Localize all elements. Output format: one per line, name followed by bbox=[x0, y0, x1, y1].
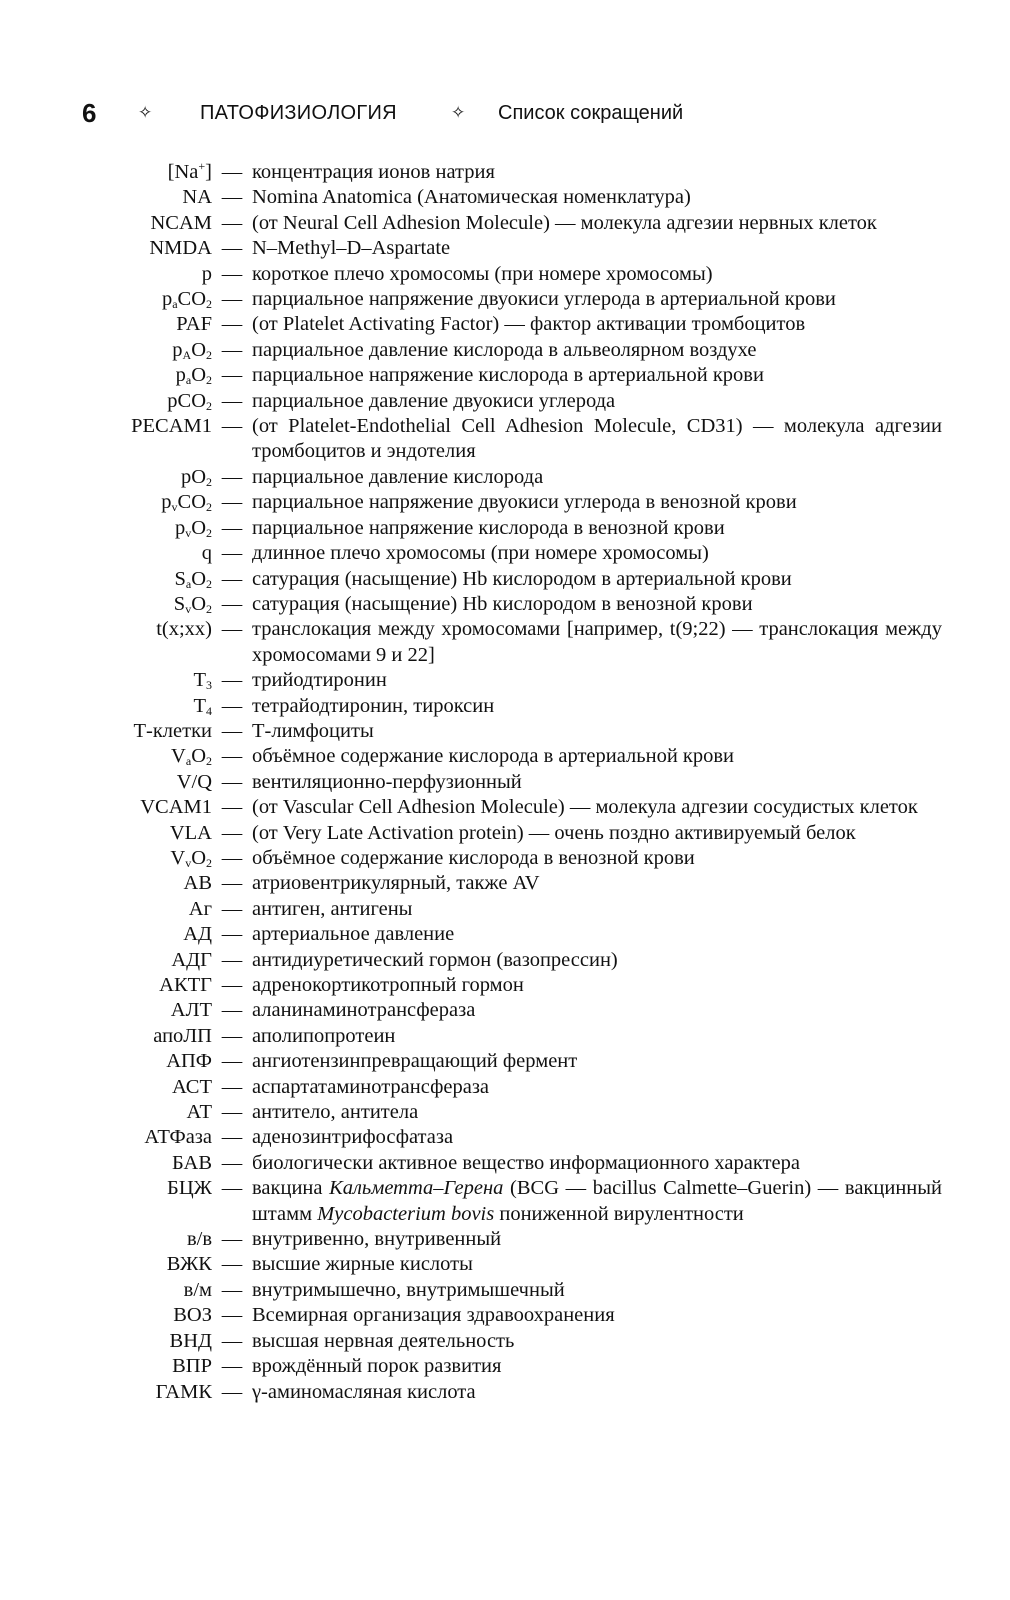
dash-separator: — bbox=[221, 1329, 243, 1352]
abbreviation-definition: парциальное давление двуокиси углерода bbox=[252, 389, 616, 412]
abbreviation-term: $T_3$ bbox=[193, 669, 212, 693]
abbreviation-term: V/Q bbox=[176, 770, 212, 793]
abbreviation-entry bbox=[0, 236, 1010, 261]
dash-separator: — bbox=[221, 542, 243, 565]
dash-separator: — bbox=[221, 974, 243, 996]
dash-separator: — bbox=[221, 770, 243, 793]
abbreviation-term: АТ bbox=[186, 1101, 212, 1124]
abbreviation-entry bbox=[0, 998, 1010, 1023]
abbreviation-term: $S_aO_2$ bbox=[174, 567, 212, 591]
page-number: 6 bbox=[82, 98, 97, 128]
abbreviation-definition: парциальное давление кислорода bbox=[252, 465, 544, 488]
abbreviation-entry bbox=[0, 592, 1010, 617]
abbreviation-term: БАВ bbox=[172, 1151, 212, 1174]
abbreviation-definition: артериальное давление bbox=[252, 923, 455, 946]
abbreviation-definition: (от Very Late Activation protein) — очень поздно активируемый белок bbox=[252, 821, 856, 844]
page-header bbox=[66, 98, 966, 138]
abbreviation-term: $V_aO_2$ bbox=[171, 745, 212, 769]
abbreviation-definition: (от Platelet Activating Factor) — фактор активации тромбоцитов bbox=[252, 313, 806, 336]
abbreviation-entry bbox=[0, 1024, 1010, 1049]
abbreviation-entry bbox=[0, 465, 1010, 490]
abbreviation-definition: аспартатаминотрансфераза bbox=[252, 1075, 490, 1098]
abbreviation-entry bbox=[0, 1100, 1010, 1125]
dash-separator: — bbox=[221, 694, 243, 717]
abbreviation-term: q bbox=[201, 542, 212, 565]
abbreviation-term: VCAM1 bbox=[140, 796, 212, 819]
dash-separator: — bbox=[221, 1355, 243, 1378]
dash-separator: — bbox=[221, 821, 243, 844]
abbreviation-term: t(x;xx) bbox=[156, 618, 212, 641]
abbreviation-definition: (от Vascular Cell Adhesion Molecule) — молекула адгезии сосудистых клеток bbox=[252, 796, 918, 819]
abbreviation-term: $S_vO_2$ bbox=[173, 592, 212, 616]
abbreviation-entry bbox=[0, 948, 1010, 973]
diamond-icon: ✧ bbox=[451, 103, 466, 122]
dash-separator: — bbox=[221, 846, 243, 869]
abbreviation-term: ВОЗ bbox=[173, 1304, 212, 1327]
abbreviation-term: ВНД bbox=[169, 1329, 212, 1352]
abbreviation-entry bbox=[0, 160, 1010, 185]
abbreviation-term: в/м bbox=[183, 1278, 212, 1301]
dash-separator: — bbox=[221, 745, 243, 768]
abbreviation-definition: Nomina Anatomica (Анатомическая номенклатура) bbox=[252, 186, 691, 209]
dash-separator: — bbox=[221, 389, 243, 412]
abbreviation-definition: длинное плечо хромосомы (при номере хромосомы) bbox=[252, 542, 709, 565]
abbreviation-entry bbox=[0, 262, 1010, 287]
abbreviation-entry bbox=[0, 185, 1010, 210]
abbreviation-entry bbox=[0, 668, 1010, 693]
abbreviation-definition: высшие жирные кислоты bbox=[252, 1253, 473, 1276]
abbreviation-term: [Na+] bbox=[167, 159, 212, 183]
abbreviation-entry bbox=[0, 363, 1010, 388]
dash-separator: — bbox=[221, 338, 243, 361]
abbreviation-term: апоЛП bbox=[153, 1024, 212, 1047]
abbreviation-definition: трийодтиронин bbox=[252, 669, 387, 692]
abbreviation-term: NA bbox=[182, 186, 212, 209]
abbreviation-term: АПФ bbox=[166, 1050, 212, 1073]
abbreviation-definition: внутримышечно, внутримышечный bbox=[252, 1278, 565, 1301]
abbreviation-definition: антидиуретический гормон (вазопрессин) bbox=[252, 948, 618, 971]
abbreviation-term: $T_4$ bbox=[193, 694, 212, 718]
dash-separator: — bbox=[221, 1177, 243, 1200]
dash-separator: — bbox=[221, 872, 243, 895]
dash-separator: — bbox=[221, 796, 243, 819]
abbreviation-definition: парциальное давление кислорода в альвеолярном воздухе bbox=[252, 338, 757, 361]
dash-separator: — bbox=[221, 288, 243, 311]
abbreviation-entry bbox=[0, 389, 1010, 414]
dash-separator: — bbox=[221, 1024, 243, 1047]
abbreviation-entry bbox=[0, 1227, 1010, 1252]
abbreviation-definition: высшая нервная деятельность bbox=[252, 1329, 515, 1352]
abbreviation-term: АВ bbox=[183, 872, 212, 895]
dash-separator: — bbox=[221, 567, 243, 590]
abbreviation-definition: N–Methyl–D–Aspartate bbox=[252, 237, 451, 260]
dash-separator: — bbox=[221, 1101, 243, 1124]
abbreviation-term: $p_aO_2$ bbox=[175, 364, 212, 388]
abbreviation-term: $p_aCO_2$ bbox=[161, 288, 212, 312]
abbreviation-definition: объёмное содержание кислорода в венозной крови bbox=[252, 846, 695, 869]
dash-separator: — bbox=[221, 923, 243, 946]
abbreviation-entry bbox=[0, 744, 1010, 769]
dash-separator: — bbox=[221, 1278, 243, 1301]
dash-separator: — bbox=[221, 1228, 243, 1251]
abbreviation-term: NCAM bbox=[150, 211, 212, 234]
abbreviation-entry bbox=[0, 1151, 1010, 1176]
abbreviation-definition: (от Platelet-Endothelial Cell Adhesion Molecule, CD31) — молекула адгезии тромбоцитов и эндотелия bbox=[252, 415, 942, 463]
abbreviation-term: ГАМК bbox=[155, 1380, 212, 1403]
abbreviation-definition: сатурация (насыщение) Hb кислородом в венозной крови bbox=[252, 592, 753, 615]
abbreviation-definition: антиген, антигены bbox=[252, 897, 413, 920]
abbreviation-entry bbox=[0, 287, 1010, 312]
abbreviation-term: $p_AO_2$ bbox=[172, 338, 212, 362]
abbreviation-entry bbox=[0, 922, 1010, 947]
abbreviation-definition: аполипопротеин bbox=[252, 1024, 396, 1047]
abbreviation-term: $pO_2$ bbox=[180, 465, 212, 489]
abbreviation-definition: биологически активное вещество информационного характера bbox=[252, 1151, 800, 1174]
dash-separator: — bbox=[221, 415, 243, 438]
abbreviation-entry bbox=[0, 1125, 1010, 1150]
abbreviation-term: АКТГ bbox=[159, 974, 212, 996]
abbreviation-term: АСТ bbox=[172, 1075, 212, 1098]
abbreviation-term: $p_vCO_2$ bbox=[161, 491, 212, 515]
abbreviation-definition: вентиляционно-перфузионный bbox=[252, 770, 522, 793]
abbreviation-entry bbox=[0, 312, 1010, 337]
abbreviation-entry bbox=[0, 414, 1010, 465]
abbreviation-entry bbox=[0, 1380, 1010, 1405]
abbreviation-term: p bbox=[201, 262, 212, 285]
dash-separator: — bbox=[221, 592, 243, 615]
abbreviation-term: БЦЖ bbox=[167, 1177, 212, 1200]
dash-separator: — bbox=[221, 999, 243, 1022]
abbreviation-term: АТФаза bbox=[144, 1126, 212, 1149]
abbreviation-definition: объёмное содержание кислорода в артериальной крови bbox=[252, 745, 735, 768]
abbreviation-term: VLA bbox=[169, 821, 212, 844]
abbreviation-definition: сатурация (насыщение) Hb кислородом в артериальной крови bbox=[252, 567, 792, 590]
abbreviation-term: ВЖК bbox=[166, 1253, 212, 1276]
dash-separator: — bbox=[221, 262, 243, 285]
dash-separator: — bbox=[221, 491, 243, 514]
dash-separator: — bbox=[221, 897, 243, 920]
diamond-icon: ✧ bbox=[138, 103, 153, 122]
dash-separator: — bbox=[221, 1304, 243, 1327]
abbreviation-definition: адренокортикотропный гормон bbox=[252, 974, 524, 996]
abbreviation-term: PECAM1 bbox=[131, 415, 212, 438]
abbreviation-entry bbox=[0, 846, 1010, 871]
dash-separator: — bbox=[221, 1075, 243, 1098]
abbreviation-term: $V_vO_2$ bbox=[170, 846, 212, 870]
dash-separator: — bbox=[221, 516, 243, 539]
abbreviation-definition: γ-аминомасляная кислота bbox=[252, 1380, 476, 1403]
abbreviation-entry bbox=[0, 1329, 1010, 1354]
abbreviation-entry bbox=[0, 1303, 1010, 1328]
dash-separator: — bbox=[221, 364, 243, 387]
dash-separator: — bbox=[221, 669, 243, 692]
abbreviation-entry bbox=[0, 719, 1010, 744]
dash-separator: — bbox=[221, 948, 243, 971]
abbreviation-entry bbox=[0, 1354, 1010, 1379]
abbreviation-definition: внутривенно, внутривенный bbox=[252, 1228, 502, 1251]
dash-separator: — bbox=[221, 1151, 243, 1174]
abbreviation-definition: аланинаминотрансфераза bbox=[252, 999, 476, 1022]
abbreviation-list bbox=[0, 160, 1010, 1405]
abbreviation-term: ВПР bbox=[172, 1355, 212, 1378]
abbreviation-definition: атриовентрикулярный, также AV bbox=[252, 872, 540, 895]
abbreviation-definition: Всемирная организация здравоохранения bbox=[252, 1304, 615, 1327]
abbreviation-term: NMDA bbox=[149, 237, 212, 260]
dash-separator: — bbox=[221, 161, 243, 183]
abbreviation-definition: вакцина Кальметта–Герена (BCG — bacillus Calmette–Guerin) — вакцинный штамм Mycobacterium bovis пониженной вирулентности bbox=[252, 1177, 942, 1225]
abbreviation-entry bbox=[0, 871, 1010, 896]
abbreviation-definition: короткое плечо хромосомы (при номере хромосомы) bbox=[252, 262, 713, 285]
abbreviation-entry bbox=[0, 1176, 1010, 1227]
abbreviation-definition: парциальное напряжение кислорода в венозной крови bbox=[252, 516, 725, 539]
abbreviation-term: АД bbox=[183, 923, 212, 946]
dash-separator: — bbox=[221, 1126, 243, 1149]
abbreviation-definition: Т-лимфоциты bbox=[252, 719, 374, 742]
abbreviation-definition: транслокация между хромосомами [например, t(9;22) — транслокация между хромосомами 9 и 22] bbox=[252, 618, 942, 666]
dash-separator: — bbox=[221, 313, 243, 336]
abbreviation-term: $p_vO_2$ bbox=[174, 516, 212, 540]
abbreviation-entry bbox=[0, 694, 1010, 719]
abbreviation-entry bbox=[0, 1075, 1010, 1100]
abbreviation-entry bbox=[0, 541, 1010, 566]
abbreviation-definition: концентрация ионов натрия bbox=[252, 161, 495, 183]
abbreviation-definition: парциальное напряжение двуокиси углерода в артериальной крови bbox=[252, 288, 836, 311]
abbreviation-definition: антитело, антитела bbox=[252, 1101, 419, 1124]
abbreviation-entry bbox=[0, 770, 1010, 795]
abbreviation-term: Аг bbox=[188, 897, 212, 920]
abbreviation-term: pCO$_2$ bbox=[167, 389, 212, 413]
abbreviation-definition: парциальное напряжение двуокиси углерода в венозной крови bbox=[252, 491, 797, 514]
abbreviation-entry bbox=[0, 516, 1010, 541]
abbreviation-definition: тетрайодтиронин, тироксин bbox=[252, 694, 495, 717]
abbreviation-term: Т-клетки bbox=[133, 719, 212, 742]
dash-separator: — bbox=[221, 211, 243, 234]
abbreviation-definition: врождённый порок развития bbox=[252, 1355, 502, 1378]
abbreviation-entry bbox=[0, 821, 1010, 846]
abbreviation-entry bbox=[0, 1049, 1010, 1074]
abbreviation-term: АЛТ bbox=[170, 999, 212, 1022]
abbreviation-definition: (от Neural Cell Adhesion Molecule) — молекула адгезии нервных клеток bbox=[252, 211, 877, 234]
abbreviation-entry bbox=[0, 490, 1010, 515]
abbreviation-entry bbox=[0, 795, 1010, 820]
abbreviation-entry bbox=[0, 617, 1010, 668]
abbreviation-term: в/в bbox=[186, 1228, 212, 1251]
dash-separator: — bbox=[221, 618, 243, 641]
dash-separator: — bbox=[221, 1380, 243, 1403]
abbreviation-term: PAF bbox=[176, 313, 212, 336]
dash-separator: — bbox=[221, 1050, 243, 1073]
abbreviation-entry bbox=[0, 567, 1010, 592]
dash-separator: — bbox=[221, 719, 243, 742]
abbreviation-entry bbox=[0, 897, 1010, 922]
abbreviation-definition: аденозинтрифосфатаза bbox=[252, 1126, 454, 1149]
abbreviation-entry bbox=[0, 973, 1010, 998]
dash-separator: — bbox=[221, 1253, 243, 1276]
abbreviation-definition: ангиотензинпревращающий фермент bbox=[252, 1050, 578, 1073]
abbreviation-term: АДГ bbox=[171, 948, 212, 971]
abbreviation-definition: парциальное напряжение кислорода в артериальной крови bbox=[252, 364, 764, 387]
abbreviation-entry bbox=[0, 1278, 1010, 1303]
book-title: ПАТОФИЗИОЛОГИЯ bbox=[200, 102, 397, 124]
dash-separator: — bbox=[221, 186, 243, 209]
abbreviation-entry bbox=[0, 211, 1010, 236]
section-title: Список сокращений bbox=[498, 102, 684, 124]
abbreviation-entry bbox=[0, 1252, 1010, 1277]
abbreviation-entry bbox=[0, 338, 1010, 363]
dash-separator: — bbox=[221, 237, 243, 260]
dash-separator: — bbox=[221, 465, 243, 488]
